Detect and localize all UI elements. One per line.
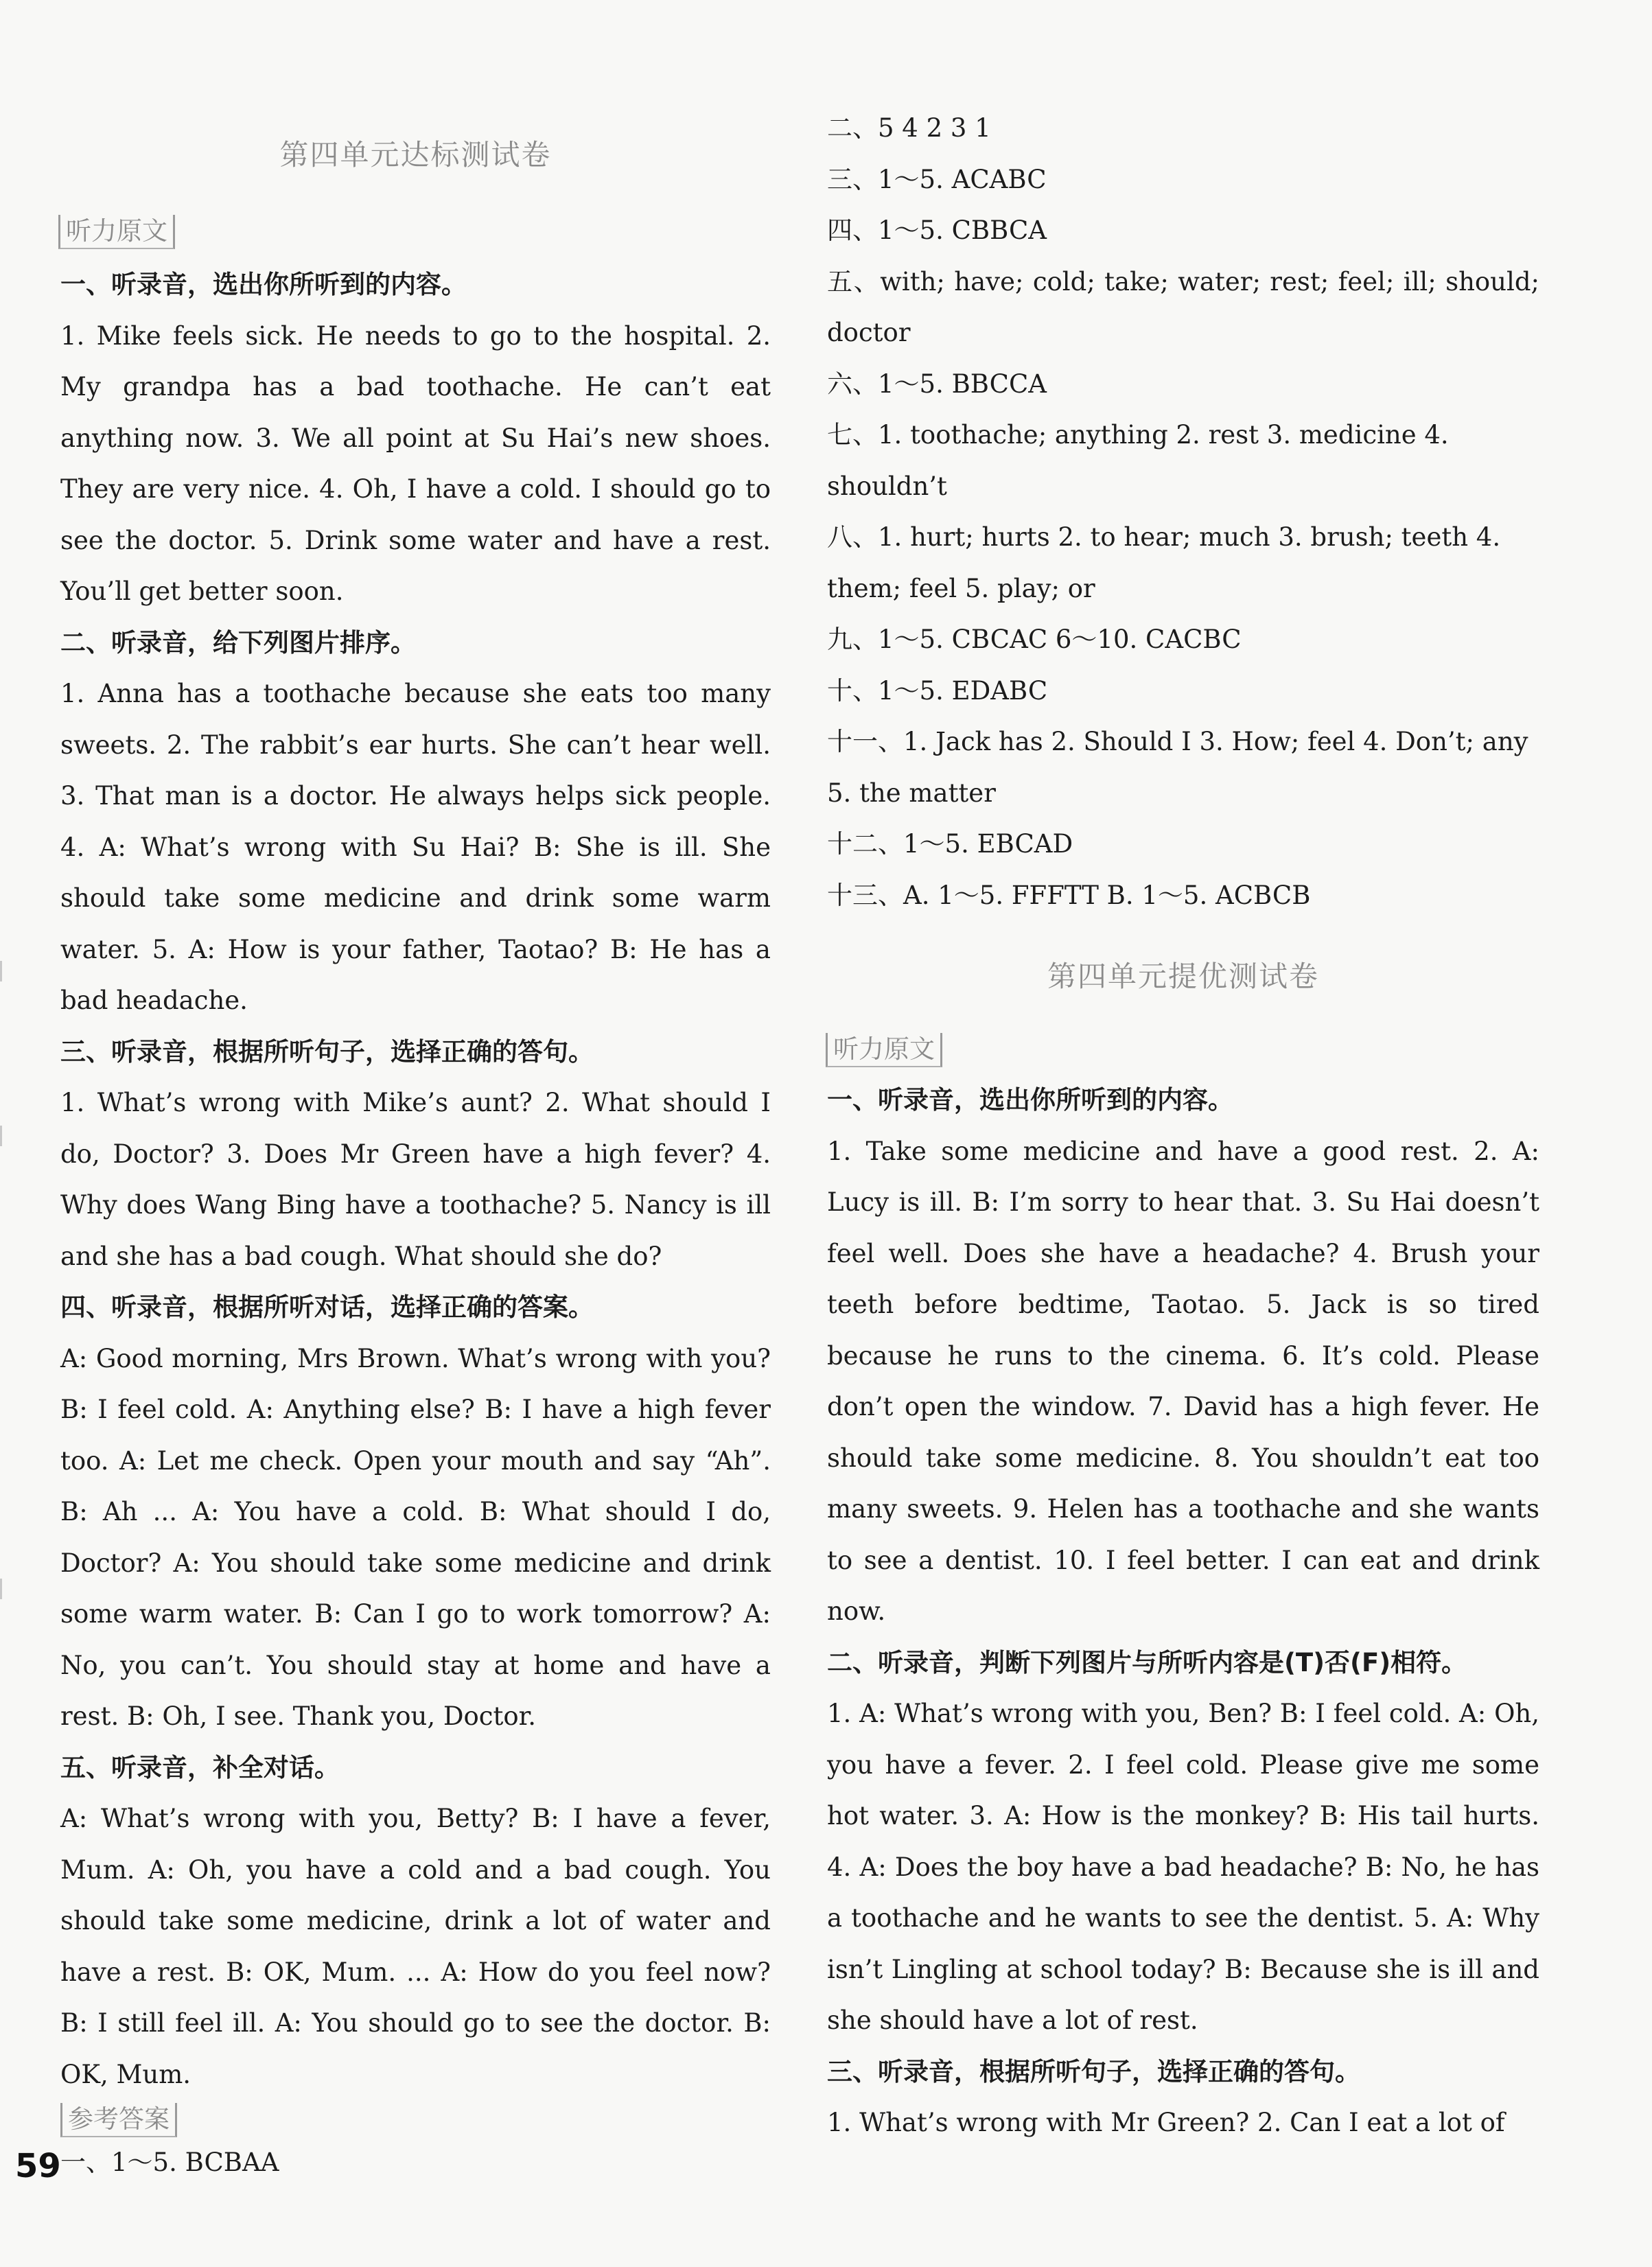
- section: [60, 259, 771, 618]
- answer-line: 七、1. toothache; anything 2. rest 3. medicine 4. shouldn’t: [827, 420, 1449, 501]
- section-heading: 四、听录音，根据所听对话，选择正确的答案。: [60, 1292, 594, 1322]
- section-heading: 三、听录音，根据所听句子，选择正确的答句。: [827, 2056, 1360, 2086]
- section: [60, 1743, 771, 2101]
- section-heading: 一、听录音，选出你所听到的内容。: [60, 270, 467, 299]
- answer-line: 三、1～5. ACABC: [827, 164, 1047, 194]
- page-number: 59: [15, 2147, 61, 2185]
- answer-line: 九、1～5. CBCAC 6～10. CACBC: [827, 625, 1242, 654]
- section-text: 1. What’s wrong with Mike’s aunt? 2. What should I do, Doctor? 3. Does Mr Green have a high fever? 4. Why does Wang Bing have a toothache? 5. Nancy is ill and she has a bad cough. What should she do?: [60, 1088, 771, 1271]
- answer-tag: 参考答案: [60, 2103, 177, 2137]
- answer-line: 八、1. hurt; hurts 2. to hear; much 3. brush; teeth 4. them; feel 5. play; or: [827, 522, 1501, 603]
- answer-line: 一、1～5. BCBAA: [60, 2148, 279, 2177]
- answer-line: 十一、1. Jack has 2. Should I 3. How; feel 4. Don’t; any 5. the matter: [827, 727, 1528, 808]
- answer-line: 六、1～5. BBCCA: [827, 369, 1047, 399]
- section: [827, 2047, 1539, 2149]
- section-text: A: Good morning, Mrs Brown. What’s wrong with you? B: I feel cold. A: Anything else? B: I have a high fever too. A: Let me check. Open your mouth and say “Ah”. B: Ah ... A: You have a cold. B: What should I do, Doctor? A: You should take some medicine and drink some warm water. B: Can I go to work tomorrow? A: No, you can’t. You should stay at home and have a rest. B: Oh, I see. Thank you, Doctor.: [60, 1343, 771, 1731]
- page-edge-mark: [0, 961, 9, 981]
- section: [827, 1638, 1539, 2047]
- answer-list: [827, 103, 1539, 921]
- transcript-tag: 听力原文: [58, 215, 175, 249]
- section: [60, 1027, 771, 1283]
- section: [60, 1282, 771, 1743]
- answer-line: 十三、A. 1～5. FFFTT B. 1～5. ACBCB: [827, 880, 1311, 910]
- section-heading: 五、听录音，补全对话。: [60, 1752, 340, 1782]
- answer-line: 五、with; have; cold; take; water; rest; feel; ill; should; doctor: [827, 266, 1539, 347]
- test-title: 第四单元达标测试卷: [279, 138, 552, 172]
- section-heading: 三、听录音，根据所听句子，选择正确的答句。: [60, 1036, 594, 1067]
- section-text: A: What’s wrong with you, Betty? B: I have a fever, Mum. A: Oh, you have a cold and a bad cough. You should take some medicine, drink a lot of water and have a rest. B: OK, Mum. ... A: How do you feel now? B: I still feel ill. A: You should go to see the doctor. B: OK, Mum.: [60, 1804, 771, 2089]
- left-sections: [60, 259, 771, 2189]
- transcript-tag-2: 听力原文: [826, 1033, 942, 1067]
- page-edge-mark: [0, 1126, 9, 1146]
- answer-line: 二、5 4 2 3 1: [827, 113, 991, 143]
- section-text: 1. Mike feels sick. He needs to go to the hospital. 2. My grandpa has a bad toothache. He can’t eat anything now. 3. We all point at Su Hai’s new shoes. They are very nice. 4. Oh, I have a cold. I should go to see the doctor. 5. Drink some water and have a rest. You’ll get better soon.: [60, 321, 771, 606]
- section-text: 1. Anna has a toothache because she eats too many sweets. 2. The rabbit’s ear hurts. She can’t hear well. 3. That man is a doctor. He always helps sick people. 4. A: What’s wrong with Su Hai? B: She is ill. She should take some medicine and drink some warm water. 5. A: How is your father, Taotao? B: He has a bad headache.: [60, 679, 771, 1015]
- right-sections: [827, 1075, 1539, 2149]
- section-heading: 一、听录音，选出你所听到的内容。: [827, 1085, 1233, 1115]
- section-heading: 二、听录音，给下列图片排序。: [60, 627, 416, 658]
- page-edge-mark: [0, 1579, 9, 1599]
- answer-line: 十二、1～5. EBCAD: [827, 829, 1073, 859]
- test-title-2: 第四单元提优测试卷: [1047, 960, 1319, 993]
- answer-line: 四、1～5. CBBCA: [827, 216, 1047, 245]
- section-text: 1. What’s wrong with Mr Green? 2. Can I eat a lot of: [827, 2108, 1505, 2137]
- section-heading: 二、听录音，判断下列图片与所听内容是(T)否(F)相符。: [827, 1647, 1467, 1677]
- section: [827, 1075, 1539, 1638]
- section-text: 1. A: What’s wrong with you, Ben? B: I feel cold. A: Oh, you have a fever. 2. I feel cold. Please give me some hot water. 3. A: How is the monkey? B: His tail hurts. 4. A: Does the boy have a bad headache? B: No, he has a toothache and he wants to see the dentist. 5. A: Why isn’t Lingling at school today? B: Because she is ill and she should have a lot of rest.: [827, 1699, 1539, 2035]
- section: [60, 618, 771, 1027]
- answer-line: 十、1～5. EDABC: [827, 675, 1048, 706]
- section-text: 1. Take some medicine and have a good rest. 2. A: Lucy is ill. B: I’m sorry to hear that. 3. Su Hai doesn’t feel well. Does she have a headache? 4. Brush your teeth before bedtime, Taotao. 5. Jack is so tired because he runs to the cinema. 6. It’s cold. Please don’t open the window. 7. David has a high fever. He should take some medicine. 8. You shouldn’t eat too many sweets. 9. Helen has a toothache and she wants to see a dentist. 10. I feel better. I can eat and drink now.: [827, 1136, 1539, 1626]
